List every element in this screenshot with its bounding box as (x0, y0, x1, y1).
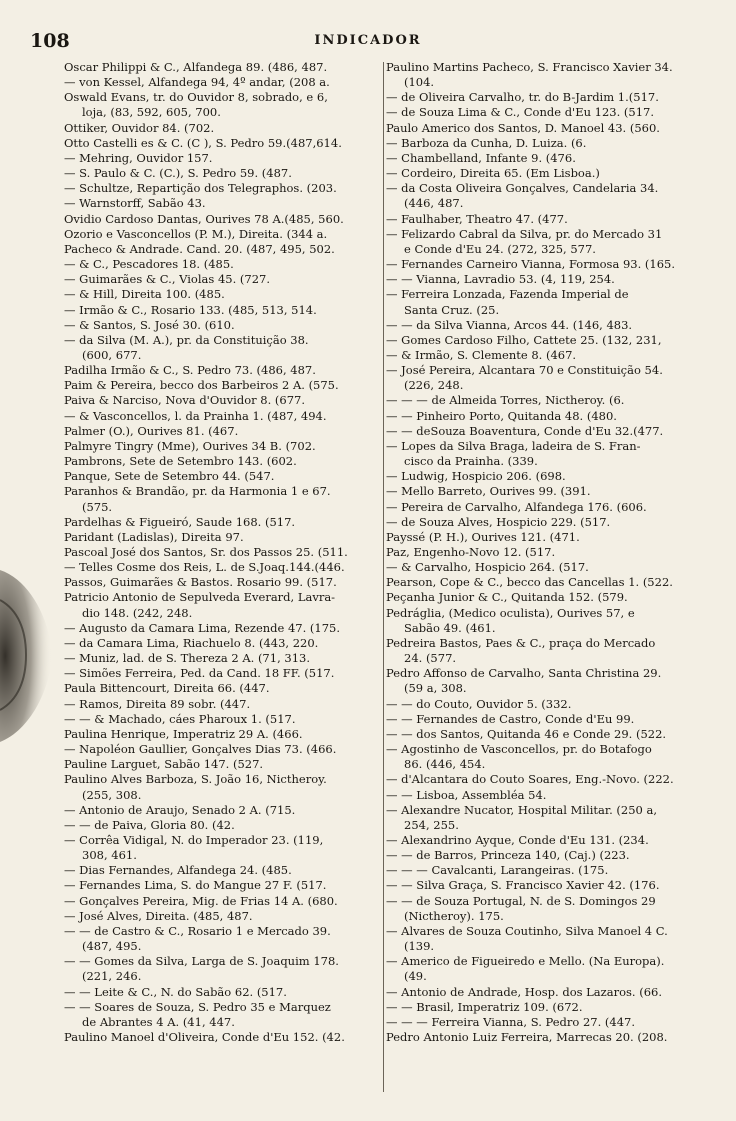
entry-line: — & Carvalho, Hospicio 264. (517. (386, 560, 589, 575)
entry-line: Pascoal José dos Santos, Sr. dos Passos 25. (511. (64, 545, 348, 559)
entry-line: 308, 461. (82, 848, 137, 863)
entry-line: — — da Silva Vianna, Arcos 44. (146, 483. (386, 317, 633, 332)
entry-line: (446, 487. (404, 196, 464, 211)
entry-line: — Fernandes Lima, S. do Mangue 27 F. (517. (64, 878, 327, 893)
entry-line: (Nictheroy). 175. (404, 908, 504, 923)
entry-line: Pacheco & Andrade. Cand. 20. (487, 495, 502. (64, 241, 335, 256)
entry-line: — & C., Pescadores 18. (485. (64, 257, 234, 272)
entry-line: cisco da Prainha. (339. (404, 454, 538, 469)
entry-line: — Barboza da Cunha, D. Luiza. (6. (386, 135, 587, 150)
entry-line: — de Souza Lima & C., Conde d'Eu 123. (517. (386, 105, 655, 120)
entry-line: — d'Alcantara do Couto Soares, Eng.-Novo. (222. (386, 772, 674, 787)
entry-line: Ottiker, Ouvidor 84. (702. (64, 120, 215, 135)
entry-line: — Napoléon Gaullier, Gonçalves Dias 73. (466. (64, 742, 337, 757)
entry-line: (487, 495. (82, 939, 142, 954)
entry-line: (59 a, 308. (404, 681, 467, 696)
entry-line: — — do Couto, Ouvidor 5. (332. (386, 696, 572, 711)
entry-line: — Mehring, Ouvidor 157. (64, 150, 213, 165)
entry-line: — & Irmão, S. Clemente 8. (467. (386, 347, 577, 362)
entry-line: Paula Bittencourt, Direita 66. (447. (64, 681, 270, 696)
entry-line: Padilha Irmão & C., S. Pedro 73. (486, 487. (64, 363, 316, 378)
entry-line: — Muniz, lad. de S. Thereza 2 A. (71, 313. (64, 651, 310, 666)
entry-line: — — Silva Graça, S. Francisco Xavier 42. (176. (386, 878, 660, 893)
entry-line: — — de Souza Portugal, N. de S. Domingos 29 (386, 893, 656, 908)
entry-line: (139. (404, 939, 435, 954)
entry-line: — Gomes Cardoso Filho, Cattete 25. (132, 231, (386, 332, 662, 347)
entry-line: Sabão 49. (461. (404, 620, 496, 635)
entry-line: — — — Ferreira Vianna, S. Pedro 27. (447. (386, 1014, 636, 1029)
entry-line: — — & Machado, cáes Pharoux 1. (517. (64, 711, 296, 726)
entry-line: Pedráglia, (Medico oculista), Ourives 57, e (386, 605, 635, 620)
entry-line: (255, 308. (82, 787, 142, 802)
entry-line: — Corrêa Vidigal, N. do Imperador 23. (119, (64, 832, 324, 847)
entry-line: Patricio Antonio de Sepulveda Everard, Lavra- (64, 590, 336, 605)
entry-line: (49. (404, 969, 427, 984)
entry-line: — Irmão & C., Rosario 133. (485, 513, 514. (64, 302, 317, 317)
entry-line: — da Camara Lima, Riachuelo 8. (443, 220. (64, 635, 319, 650)
entry-line: — — de Paiva, Gloria 80. (42. (64, 817, 235, 832)
entry-line: — & Santos, S. José 30. (610. (64, 317, 235, 332)
entry-line: Paranhos & Brandão, pr. da Harmonia 1 e 67. (64, 484, 331, 499)
entry-line: (600, 677. (82, 347, 142, 362)
entry-line: — Guimarães & C., Violas 45. (727. (64, 272, 270, 287)
entry-line: — José Alves, Direita. (485, 487. (64, 908, 253, 923)
entry-line: (104. (404, 75, 435, 90)
entry-line: — Schultze, Repartição dos Telegraphos. (203. (64, 181, 337, 196)
entry-line: — da Silva (M. A.), pr. da Constituição 38. (64, 332, 309, 347)
entry-line: — Dias Fernandes, Alfandega 24. (485. (64, 863, 292, 878)
entry-line: — Antonio de Araujo, Senado 2 A. (715. (64, 802, 296, 817)
entry-line: — — Fernandes de Castro, Conde d'Eu 99. (386, 711, 635, 726)
entry-line: Pauline Larguet, Sabão 147. (527. (64, 757, 264, 772)
entry-line: — Faulhaber, Theatro 47. (477. (386, 211, 568, 226)
entry-line: — Pereira de Carvalho, Alfandega 176. (606. (386, 499, 647, 514)
entry-line: — — dos Santos, Quitanda 46 e Conde 29. (522. (386, 726, 667, 741)
entry-line: Palmyre Tingry (Mme), Ourives 34 B. (702. (64, 438, 316, 453)
entry-line: Paz, Engenho-Novo 12. (517. (386, 545, 556, 559)
entry-line: 254, 255. (404, 817, 459, 832)
entry-line: (221, 246. (82, 969, 142, 984)
entry-line: Pardelhas & Figueiró, Saude 168. (517. (64, 514, 296, 529)
entry-line: — & Vasconcellos, l. da Prainha 1. (487, 494. (64, 408, 327, 423)
column-divider (383, 62, 384, 1092)
entry-line: — — deSouza Boaventura, Conde d'Eu 32.(477. (386, 423, 664, 438)
entry-line: Paridant (Ladislas), Direita 97. (64, 529, 244, 544)
entry-line: Panque, Sete de Setembro 44. (547. (64, 469, 275, 484)
entry-line: Pearson, Cope & C., becco das Cancellas 1. (522. (386, 575, 673, 590)
entry-line: — Antonio de Andrade, Hosp. dos Lazaros. (66. (386, 984, 662, 999)
entry-line: Payssé (P. H.), Ourives 121. (471. (386, 529, 580, 544)
entry-line: — Fernandes Carneiro Vianna, Formosa 93. (165. (386, 257, 675, 272)
entry-line: — Felizardo Cabral da Silva, pr. do Mercado 31 (386, 226, 663, 241)
entry-line: — Ramos, Direita 89 sobr. (447. (64, 696, 251, 711)
entry-line: — Gonçalves Pereira, Mig. de Frias 14 A. (680. (64, 893, 338, 908)
entry-line: — Americo de Figueiredo e Mello. (Na Europa). (386, 954, 665, 969)
entry-line: Paim & Pereira, becco dos Barbeiros 2 A. (575. (64, 378, 339, 393)
entry-line: — — Vianna, Lavradio 53. (4, 119, 254. (386, 272, 615, 287)
entry-line: Oscar Philippi & C., Alfandega 89. (486, 487. (64, 60, 328, 74)
entry-line: Paulino Alves Barboza, S. João 16, Nictheroy. (64, 772, 327, 787)
entry-line: (575. (82, 499, 113, 514)
entry-line: Paulo Americo dos Santos, D. Manoel 43. (560. (386, 120, 660, 135)
entry-line: — da Costa Oliveira Gonçalves, Candelaria 34. (386, 181, 659, 196)
entry-line: — von Kessel, Alfandega 94, 4º andar, (208 a. (64, 75, 330, 90)
entry-line: 86. (446, 454. (404, 757, 486, 772)
entry-line: 24. (577. (404, 651, 457, 666)
left-column (64, 60, 382, 1045)
entry-line: — — Soares de Souza, S. Pedro 35 e Marquez (64, 999, 331, 1014)
entry-line: — — Brasil, Imperatriz 109. (672. (386, 999, 583, 1014)
entry-line: — de Souza Alves, Hospicio 229. (517. (386, 514, 611, 529)
entry-line: — Lopes da Silva Braga, ladeira de S. Fran- (386, 438, 641, 453)
entry-line: — — — de Almeida Torres, Nictheroy. (6. (386, 393, 625, 408)
entry-line: Paiva & Narciso, Nova d'Ouvidor 8. (677. (64, 393, 306, 408)
entry-line: — — de Castro & C., Rosario 1 e Mercado 39. (64, 923, 331, 938)
entry-line: Passos, Guimarães & Bastos. Rosario 99. (517. (64, 575, 337, 590)
thumb-shadow (0, 560, 54, 750)
entry-line: — & Hill, Direita 100. (485. (64, 287, 225, 302)
entry-line: — Ludwig, Hospicio 206. (698. (386, 469, 566, 484)
entry-line: — S. Paulo & C. (C.), S. Pedro 59. (487. (64, 166, 292, 181)
entry-line: Pambrons, Sete de Setembro 143. (602. (64, 454, 297, 469)
entry-line: — Agostinho de Vasconcellos, pr. do Botafogo (386, 742, 652, 757)
entry-line: — Cordeiro, Direita 65. (Em Lisboa.) (386, 166, 600, 181)
entry-line: Otto Castelli es & C. (C ), S. Pedro 59.(487,614. (64, 135, 342, 150)
entry-line: — Telles Cosme dos Reis, L. de S.Joaq.144.(446. (64, 560, 345, 575)
entry-line: Paulina Henrique, Imperatriz 29 A. (466. (64, 726, 303, 741)
entry-line: Ozorio e Vasconcellos (P. M.), Direita. (344 a. (64, 226, 328, 241)
entry-line: Paulino Manoel d'Oliveira, Conde d'Eu 152. (42. (64, 1030, 345, 1044)
entry-line: Santa Cruz. (25. (404, 302, 500, 317)
entry-line: Palmer (O.), Ourives 81. (467. (64, 423, 239, 438)
entry-line: — — de Barros, Princeza 140, (Caj.) (223. (386, 848, 630, 863)
entry-line: — — Leite & C., N. do Sabão 62. (517. (64, 984, 287, 999)
entry-line: — — Gomes da Silva, Larga de S. Joaquim 178. (64, 954, 339, 969)
page-number: 108 (30, 30, 70, 52)
entry-line: — Alvares de Souza Coutinho, Silva Manoel 4 C. (386, 923, 668, 938)
entry-line: Peçanha Junior & C., Quitanda 152. (579. (386, 590, 628, 605)
entry-line: — Augusto da Camara Lima, Rezende 47. (175. (64, 620, 341, 635)
entry-line: — José Pereira, Alcantara 70 e Constituição 54. (386, 363, 663, 378)
entry-line: dio 148. (242, 248. (82, 605, 193, 620)
entry-line: — Alexandrino Ayque, Conde d'Eu 131. (234. (386, 832, 649, 847)
entry-line: Pedro Antonio Luiz Ferreira, Marrecas 20. (208. (386, 1030, 668, 1044)
entry-line: — — — Cavalcanti, Larangeiras. (175. (386, 863, 609, 878)
entry-line: — — Lisboa, Assembléa 54. (386, 787, 547, 802)
entry-line: — Alexandre Nucator, Hospital Militar. (250 a, (386, 802, 658, 817)
entry-line: Pedro Affonso de Carvalho, Santa Christina 29. (386, 666, 662, 681)
entry-line: — Chambelland, Infante 9. (476. (386, 150, 576, 165)
entry-line: — Warnstorff, Sabão 43. (64, 196, 206, 211)
entry-line: Oswald Evans, tr. do Ouvidor 8, sobrado, e 6, (64, 90, 328, 105)
running-head: INDICADOR (314, 33, 422, 48)
entry-line: (226, 248. (404, 378, 464, 393)
entry-line: — Simões Ferreira, Ped. da Cand. 18 FF. (517. (64, 666, 335, 681)
entry-line: — Mello Barreto, Ourives 99. (391. (386, 484, 591, 499)
entry-line: — de Oliveira Carvalho, tr. do B-Jardim 1.(517. (386, 90, 659, 105)
entry-line: Paulino Martins Pacheco, S. Francisco Xavier 34. (386, 60, 673, 74)
entry-line: — — Pinheiro Porto, Quitanda 48. (480. (386, 408, 617, 423)
right-column (386, 60, 710, 1045)
page-header (30, 30, 706, 56)
entry-line: loja, (83, 592, 605, 700. (82, 105, 221, 120)
entry-line: de Abrantes 4 A. (41, 447. (82, 1014, 235, 1029)
entry-line: Pedreira Bastos, Paes & C., praça do Mercado (386, 635, 656, 650)
entry-line: — Ferreira Lonzada, Fazenda Imperial de (386, 287, 629, 302)
entry-line: e Conde d'Eu 24. (272, 325, 577. (404, 241, 596, 256)
entry-line: Ovidio Cardoso Dantas, Ourives 78 A.(485, 560. (64, 211, 344, 226)
